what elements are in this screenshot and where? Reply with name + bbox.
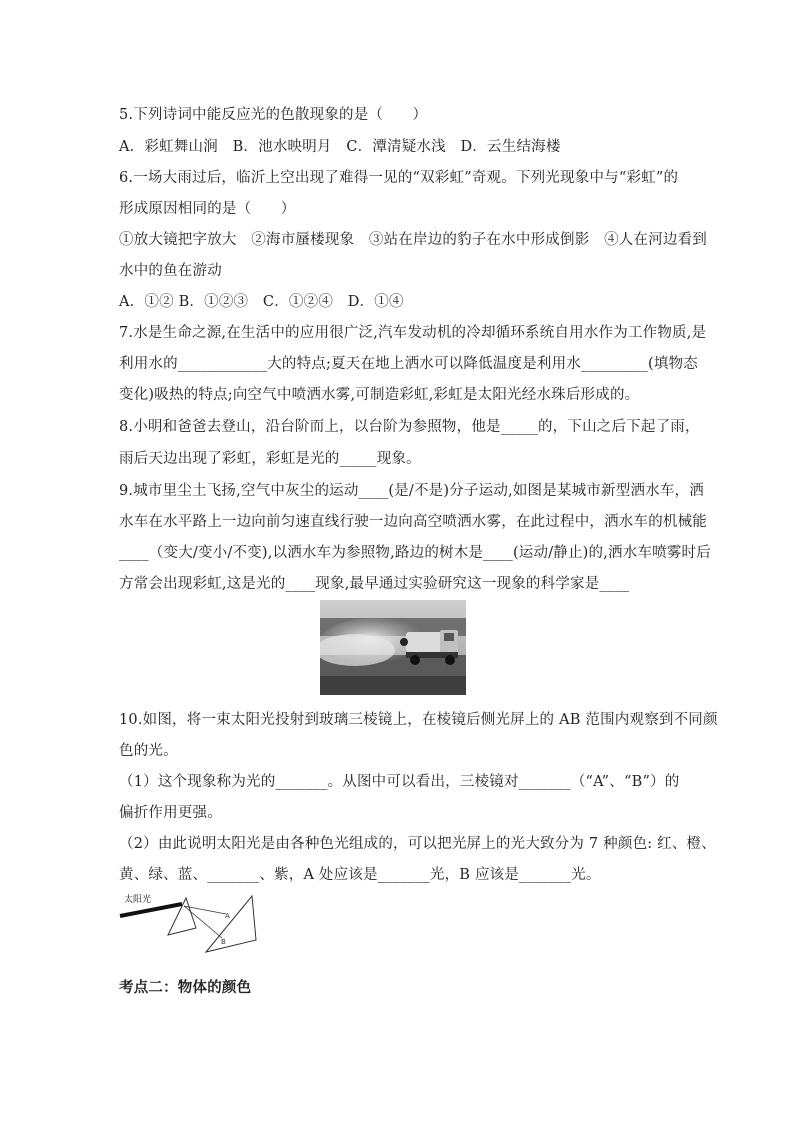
q7-line-3: 变化)吸热的特点;向空气中喷洒水雾,可制造彩虹,彩虹是太阳光经水珠后形成的。: [119, 387, 640, 403]
q6-line-1: 6.一场大雨过后，临沂上空出现了难得一见的“双彩虹”奇观。下列光现象中与“彩虹”的: [119, 170, 679, 186]
q6-options: A．①② B．①②③ C．①②④ D．①④: [119, 294, 404, 310]
q10-line-5: （2）由此说明太阳光是由各种色光组成的，可以把光屏上的光大致分为 7 种颜色: 红、橙、: [119, 836, 716, 852]
point-b-label: B: [221, 938, 226, 946]
q9-line-3: ____（变大/变小/不变),以洒水车为参照物,路边的树木是____(运动/静止)的,洒水车喷雾时后: [119, 545, 711, 561]
q9-line-4: 方常会出现彩虹,这是光的____现象,最早通过实验研究这一现象的科学家是____: [119, 576, 630, 592]
q5-options: A．彩虹舞山涧 B．池水映明月 C．潭清疑水浅 D．云生结海楼: [119, 139, 561, 155]
q8-line-1: 8.小明和爸爸去登山，沿台阶而上，以台阶为参照物，他是_____的，下山之后下起了雨，: [119, 419, 700, 435]
section-title: 考点二：物体的颜色: [119, 979, 252, 996]
q9-line-2: 水车在水平路上一边向前匀速直线行驶一边向高空喷洒水雾，在此过程中，洒水车的机械能: [119, 514, 707, 530]
prism-diagram: [118, 890, 268, 965]
sun-light-label: 太阳光: [124, 895, 152, 905]
point-a-label: A: [225, 912, 230, 920]
q6-line-4: 水中的鱼在游动: [119, 263, 222, 279]
q10-line-2: 色的光。: [119, 743, 178, 759]
q7-line-1: 7.水是生命之源,在生活中的应用很广泛,汽车发动机的冷却循环系统自用水作为工作物质,是: [119, 325, 707, 341]
q5-stem: 5.下列诗词中能反应光的色散现象的是（ ）: [119, 107, 428, 123]
q7-line-2: 利用水的____________大的特点;夏天在地上洒水可以降低温度是利用水_________(填物态: [119, 356, 698, 372]
sprinkler-truck-photo: [320, 600, 466, 695]
prism-shape: [168, 898, 196, 935]
q6-line-3: ①放大镜把字放大 ②海市蜃楼现象 ③站在岸边的豹子在水中形成倒影 ④人在河边看到: [119, 232, 707, 248]
q6-line-2: 形成原因相同的是（ ）: [119, 201, 296, 217]
q10-line-4: 偏折作用更强。: [119, 805, 222, 821]
sunlight-beam: [120, 904, 182, 916]
q9-line-1: 9.城市里尘土飞扬,空气中灰尘的运动____(是/不是)分子运动,如图是某城市新型洒水车，洒: [119, 483, 704, 499]
q8-line-2: 雨后天边出现了彩虹，彩虹是光的_____现象。: [119, 451, 421, 467]
q10-line-1: 10.如图，将一束太阳光投射到玻璃三棱镜上，在棱镜后侧光屏上的 AB 范围内观察到不同颜: [119, 712, 718, 728]
q10-line-3: （1）这个现象称为光的_______。从图中可以看出，三棱镜对_______（“A”、“B”）的: [119, 774, 680, 790]
light-screen: [206, 896, 256, 952]
q10-line-6: 黄、绿、蓝、_______、紫，A 处应该是_______光，B 应该是_______光。: [119, 867, 601, 883]
